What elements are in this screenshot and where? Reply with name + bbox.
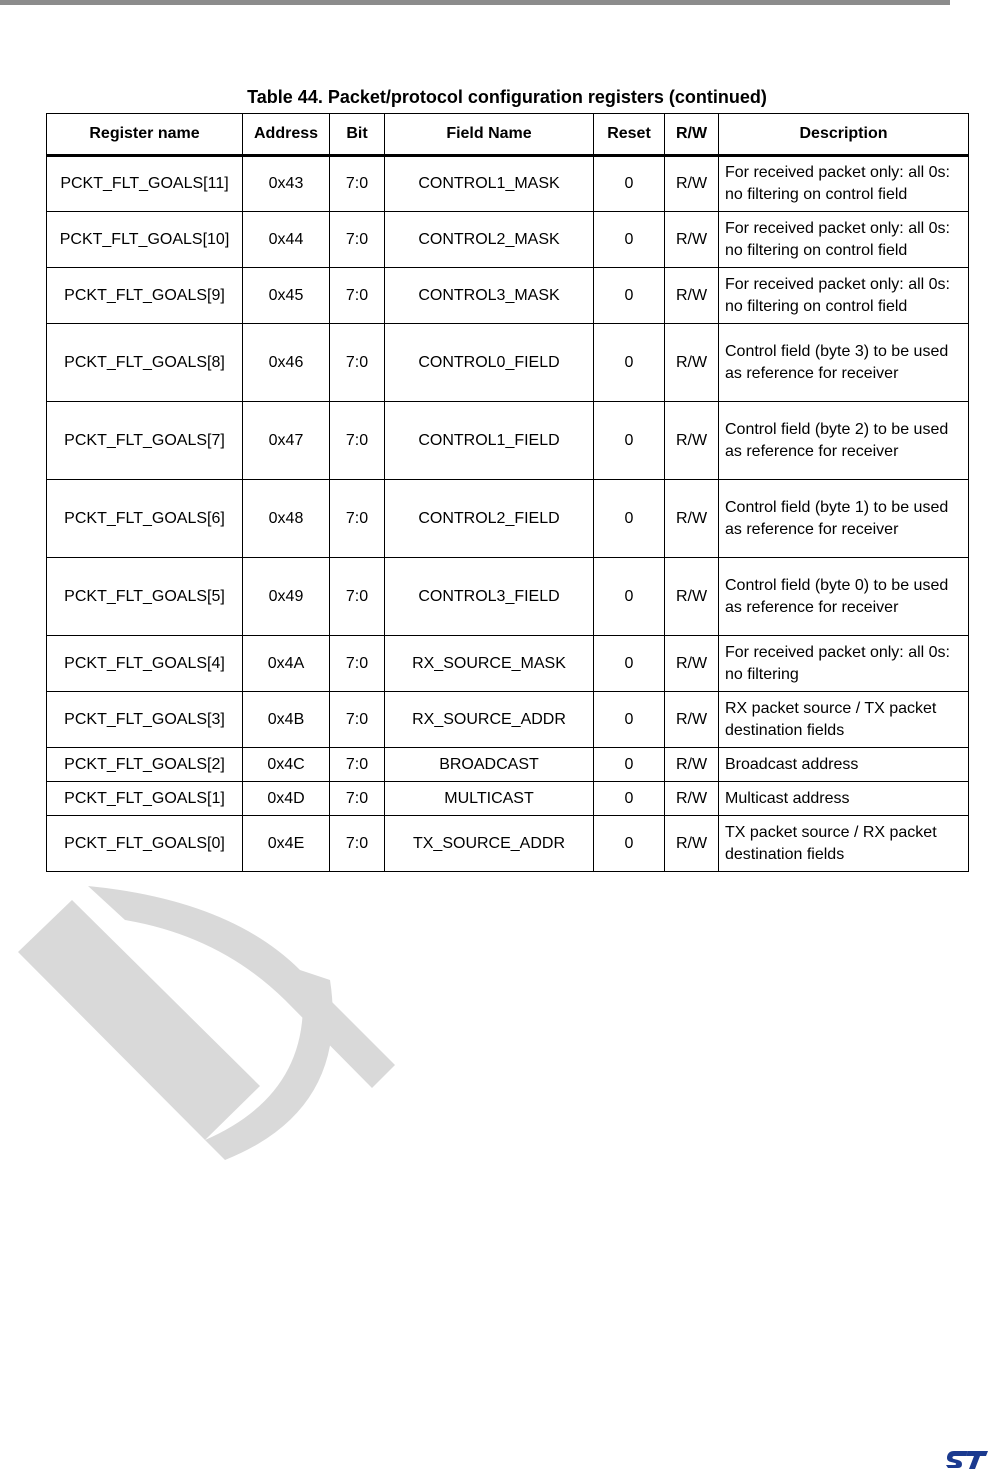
table-row <box>47 212 969 268</box>
table-row <box>47 324 969 402</box>
cell-address: 0x49 <box>243 558 330 636</box>
cell-reset: 0 <box>594 268 665 324</box>
cell-register-name: PCKT_FLT_GOALS[5] <box>47 558 243 636</box>
header-rw: R/W <box>665 114 719 156</box>
cell-bit: 7:0 <box>330 782 385 816</box>
cell-rw: R/W <box>665 268 719 324</box>
cell-reset: 0 <box>594 692 665 748</box>
table-row <box>47 156 969 212</box>
cell-field-name: CONTROL1_FIELD <box>385 402 594 480</box>
cell-bit: 7:0 <box>330 212 385 268</box>
cell-field-name: MULTICAST <box>385 782 594 816</box>
cell-rw: R/W <box>665 816 719 872</box>
cell-description: Control field (byte 0) to be used as reference for receiver <box>719 558 969 636</box>
cell-reset: 0 <box>594 324 665 402</box>
cell-reset: 0 <box>594 816 665 872</box>
cell-reset: 0 <box>594 558 665 636</box>
cell-register-name: PCKT_FLT_GOALS[10] <box>47 212 243 268</box>
cell-bit: 7:0 <box>330 692 385 748</box>
cell-description: Multicast address <box>719 782 969 816</box>
cell-description: Control field (byte 3) to be used as reference for receiver <box>719 324 969 402</box>
header-field-name: Field Name <box>385 114 594 156</box>
cell-address: 0x46 <box>243 324 330 402</box>
table-row <box>47 748 969 782</box>
cell-bit: 7:0 <box>330 156 385 212</box>
cell-rw: R/W <box>665 748 719 782</box>
header-bit: Bit <box>330 114 385 156</box>
cell-rw: R/W <box>665 324 719 402</box>
cell-address: 0x4B <box>243 692 330 748</box>
cell-rw: R/W <box>665 782 719 816</box>
cell-register-name: PCKT_FLT_GOALS[6] <box>47 480 243 558</box>
table-title: Table 44. Packet/protocol configuration registers (continued) <box>247 87 767 107</box>
cell-field-name: CONTROL1_MASK <box>385 156 594 212</box>
cell-register-name: PCKT_FLT_GOALS[3] <box>47 692 243 748</box>
cell-description: Control field (byte 1) to be used as reference for receiver <box>719 480 969 558</box>
table-row <box>47 782 969 816</box>
cell-bit: 7:0 <box>330 480 385 558</box>
header-description: Description <box>719 114 969 156</box>
cell-reset: 0 <box>594 156 665 212</box>
cell-reset: 0 <box>594 782 665 816</box>
cell-field-name: CONTROL2_FIELD <box>385 480 594 558</box>
cell-address: 0x4D <box>243 782 330 816</box>
cell-description: For received packet only: all 0s: no filtering on control field <box>719 268 969 324</box>
cell-description: Broadcast address <box>719 748 969 782</box>
cell-rw: R/W <box>665 692 719 748</box>
cell-reset: 0 <box>594 748 665 782</box>
cell-description: RX packet source / TX packet destination fields <box>719 692 969 748</box>
header-register-name: Register name <box>47 114 243 156</box>
cell-description: For received packet only: all 0s: no filtering <box>719 636 969 692</box>
cell-register-name: PCKT_FLT_GOALS[1] <box>47 782 243 816</box>
cell-address: 0x4E <box>243 816 330 872</box>
cell-register-name: PCKT_FLT_GOALS[11] <box>47 156 243 212</box>
table-header-row <box>47 114 969 156</box>
cell-bit: 7:0 <box>330 748 385 782</box>
table-row <box>47 692 969 748</box>
cell-field-name: CONTROL2_MASK <box>385 212 594 268</box>
cell-bit: 7:0 <box>330 816 385 872</box>
table-row <box>47 480 969 558</box>
cell-bit: 7:0 <box>330 324 385 402</box>
cell-rw: R/W <box>665 212 719 268</box>
cell-bit: 7:0 <box>330 636 385 692</box>
header-address: Address <box>243 114 330 156</box>
cell-description: For received packet only: all 0s: no filtering on control field <box>719 212 969 268</box>
cell-field-name: BROADCAST <box>385 748 594 782</box>
register-table <box>46 113 969 872</box>
cell-rw: R/W <box>665 156 719 212</box>
cell-register-name: PCKT_FLT_GOALS[7] <box>47 402 243 480</box>
table-row <box>47 816 969 872</box>
cell-rw: R/W <box>665 402 719 480</box>
table-row <box>47 636 969 692</box>
cell-bit: 7:0 <box>330 268 385 324</box>
cell-reset: 0 <box>594 636 665 692</box>
cell-address: 0x47 <box>243 402 330 480</box>
top-rule <box>0 0 950 5</box>
cell-address: 0x48 <box>243 480 330 558</box>
cell-register-name: PCKT_FLT_GOALS[8] <box>47 324 243 402</box>
cell-reset: 0 <box>594 480 665 558</box>
cell-field-name: RX_SOURCE_ADDR <box>385 692 594 748</box>
cell-field-name: RX_SOURCE_MASK <box>385 636 594 692</box>
cell-description: TX packet source / RX packet destination fields <box>719 816 969 872</box>
draft-watermark-icon <box>0 860 420 1160</box>
cell-bit: 7:0 <box>330 558 385 636</box>
cell-bit: 7:0 <box>330 402 385 480</box>
cell-field-name: TX_SOURCE_ADDR <box>385 816 594 872</box>
cell-reset: 0 <box>594 212 665 268</box>
cell-description: For received packet only: all 0s: no filtering on control field <box>719 156 969 212</box>
cell-address: 0x44 <box>243 212 330 268</box>
cell-field-name: CONTROL0_FIELD <box>385 324 594 402</box>
cell-rw: R/W <box>665 480 719 558</box>
cell-field-name: CONTROL3_MASK <box>385 268 594 324</box>
cell-address: 0x43 <box>243 156 330 212</box>
header-reset: Reset <box>594 114 665 156</box>
table-row <box>47 402 969 480</box>
cell-reset: 0 <box>594 402 665 480</box>
cell-register-name: PCKT_FLT_GOALS[0] <box>47 816 243 872</box>
cell-rw: R/W <box>665 558 719 636</box>
table-row <box>47 268 969 324</box>
cell-register-name: PCKT_FLT_GOALS[4] <box>47 636 243 692</box>
st-logo-icon <box>944 1448 990 1472</box>
cell-rw: R/W <box>665 636 719 692</box>
cell-field-name: CONTROL3_FIELD <box>385 558 594 636</box>
cell-address: 0x4C <box>243 748 330 782</box>
cell-address: 0x4A <box>243 636 330 692</box>
cell-register-name: PCKT_FLT_GOALS[2] <box>47 748 243 782</box>
cell-register-name: PCKT_FLT_GOALS[9] <box>47 268 243 324</box>
table-row <box>47 558 969 636</box>
cell-description: Control field (byte 2) to be used as reference for receiver <box>719 402 969 480</box>
cell-address: 0x45 <box>243 268 330 324</box>
